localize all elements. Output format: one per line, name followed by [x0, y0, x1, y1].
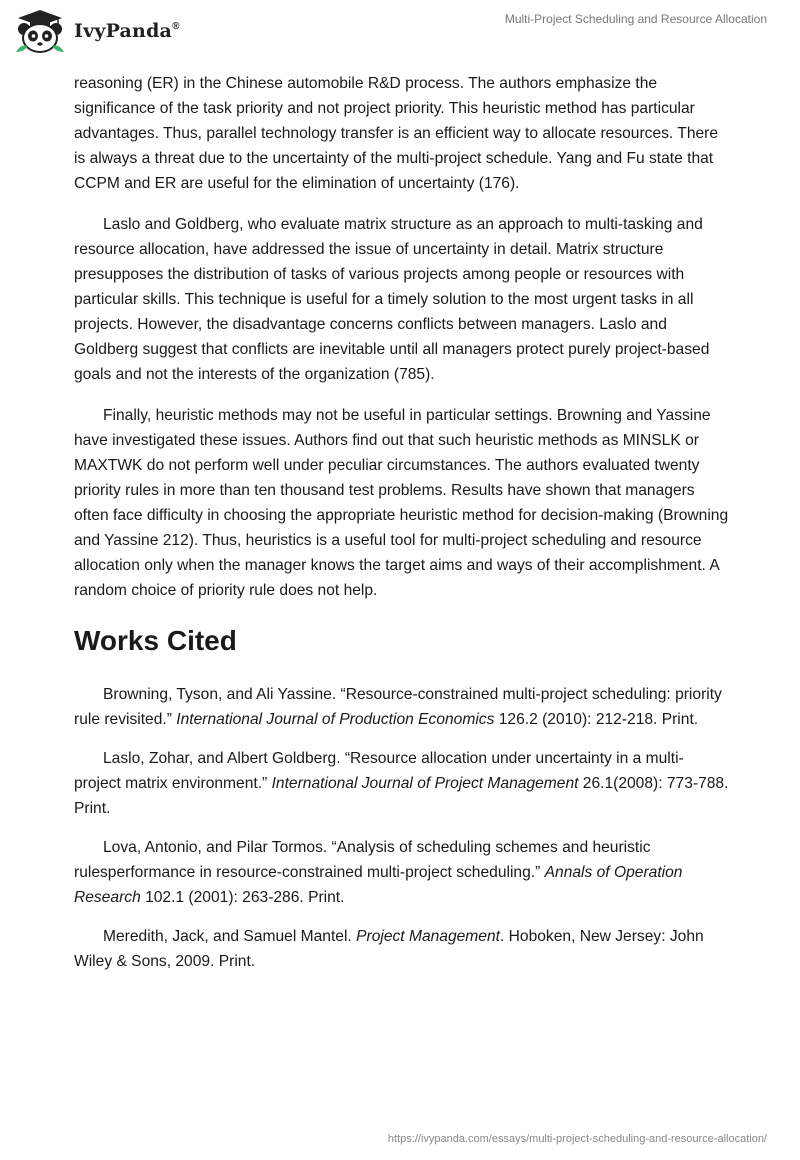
- body-paragraph: Laslo and Goldberg, who evaluate matrix structure as an approach to multi-tasking and resource allocation, have addressed the issue of uncertainty in detail. Matrix structure presupposes the distribution of tasks of various projects among people or resources with particular skills. This technique is useful for a timely solution to the most urgent tasks in all projects. However, the disadvantage concerns conflicts between managers. Laslo and Goldberg suggest that conflicts are inevitable until all managers protect purely project-based goals and not the interests of the organization (785).: [74, 216, 710, 383]
- works-cited-heading: Works Cited: [74, 625, 237, 656]
- citation-entry: Browning, Tyson, and Ali Yassine. “Resource-constrained multi-project scheduling: priority rule revisited.” International Journal of Production Economics 126.2 (2010): 212-218. Print.: [74, 686, 722, 728]
- body-paragraph: Finally, heuristic methods may not be useful in particular settings. Browning and Yassine have investigated these issues. Authors find out that such heuristic methods as MINSLK or MAXTWK do not perform well under peculiar circumstances. The authors evaluated twenty priority rules in more than ten thousand test problems. Results have shown that managers often face difficulty in choosing the appropriate heuristic method for decision-making (Browning and Yassine 212). Thus, heuristics is a useful tool for multi-project scheduling and resource allocation only when the manager knows the target aims and ways of their accomplishment. A random choice of priority rule does not help.: [74, 407, 729, 599]
- ivypanda-logo[interactable]: [14, 8, 180, 54]
- citation-entry: Lova, Antonio, and Pilar Tormos. “Analysis of scheduling schemes and heuristic rulesperformance in resource-constrained multi-project scheduling.” Annals of Operation Research 102.1 (2001): 263-286. Print.: [74, 839, 683, 906]
- source-url[interactable]: https://ivypanda.com/essays/multi-project-scheduling-and-resource-allocation/: [387, 1133, 767, 1145]
- brand-name: IvyPanda®: [74, 20, 180, 42]
- panda-icon: [14, 8, 66, 54]
- citation-entry: Meredith, Jack, and Samuel Mantel. Project Management. Hoboken, New Jersey: John Wiley & Sons, 2009. Print.: [74, 928, 704, 970]
- page-header: [0, 0, 800, 62]
- essay-content: [74, 71, 730, 988]
- body-paragraph: reasoning (ER) in the Chinese automobile R&D process. The authors emphasize the significance of the task priority and not project priority. This heuristic method has particular advantages. Thus, parallel technology transfer is an efficient way to allocate resources. There is always a threat due to the uncertainty of the multi-project schedule. Yang and Fu state that CCPM and ER are useful for the elimination of uncertainty (176).: [74, 75, 719, 192]
- citation-entry: Laslo, Zohar, and Albert Goldberg. “Resource allocation under uncertainty in a multi-project matrix environment.” International Journal of Project Management 26.1(2008): 773-788. Print.: [74, 750, 729, 817]
- document-title: Multi-Project Scheduling and Resource Allocation: [504, 12, 767, 26]
